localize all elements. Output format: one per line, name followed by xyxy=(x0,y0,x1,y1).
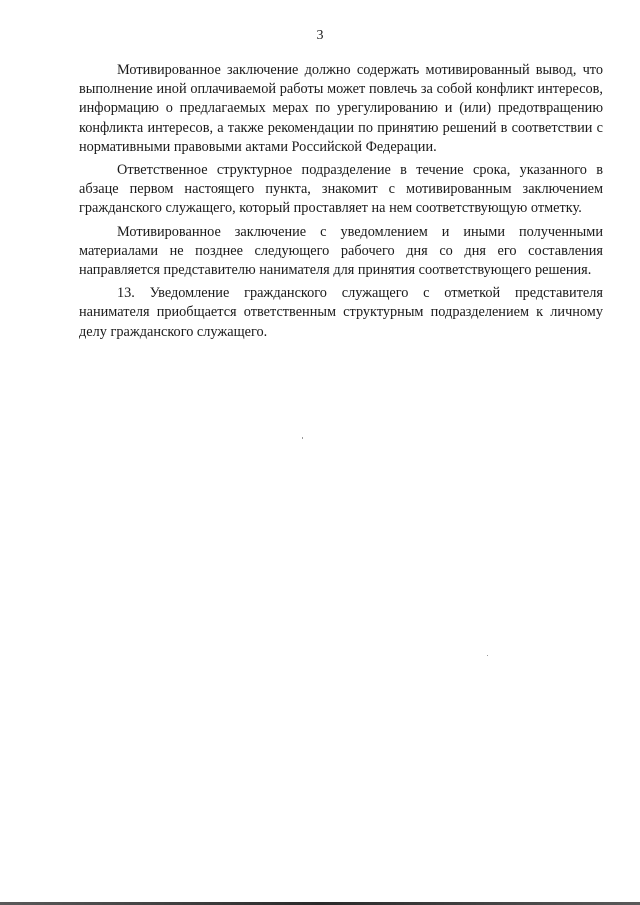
paragraph-submission: Мотивированное заключение с уведомлением и иными полученными материалами не позднее следующего рабочего дня со дня его составления направляется представителю нанимателя для принятия соответствующего решения. xyxy=(79,223,603,279)
document-body xyxy=(79,61,603,345)
paragraph-conclusion-content: Мотивированное заключение должно содержать мотивированный вывод, что выполнение иной оплачиваемой работы может повлечь за собой конфликт интересов, информацию о предлагаемых мерах по урегулированию и (или) предотвращению конфликта интересов, а также рекомендации по принятию решений в соответствии с нормативными правовыми актами Российской Федерации. xyxy=(79,62,603,155)
paragraph-familiarization: Ответственное структурное подразделение в течение срока, указанного в абзаце первом настоящего пункта, знакомит с мотивированным заключением гражданского служащего, который проставляет на нем соответствующую отметку. xyxy=(79,162,603,217)
page-number: 3 xyxy=(316,28,324,43)
scan-speck xyxy=(302,437,303,439)
scan-speck xyxy=(487,655,488,656)
paragraph-item-13: 13. Уведомление гражданского служащего с отметкой представителя нанимателя приобщается ответственным структурным подразделением к личному делу гражданского служащего. xyxy=(79,285,603,340)
